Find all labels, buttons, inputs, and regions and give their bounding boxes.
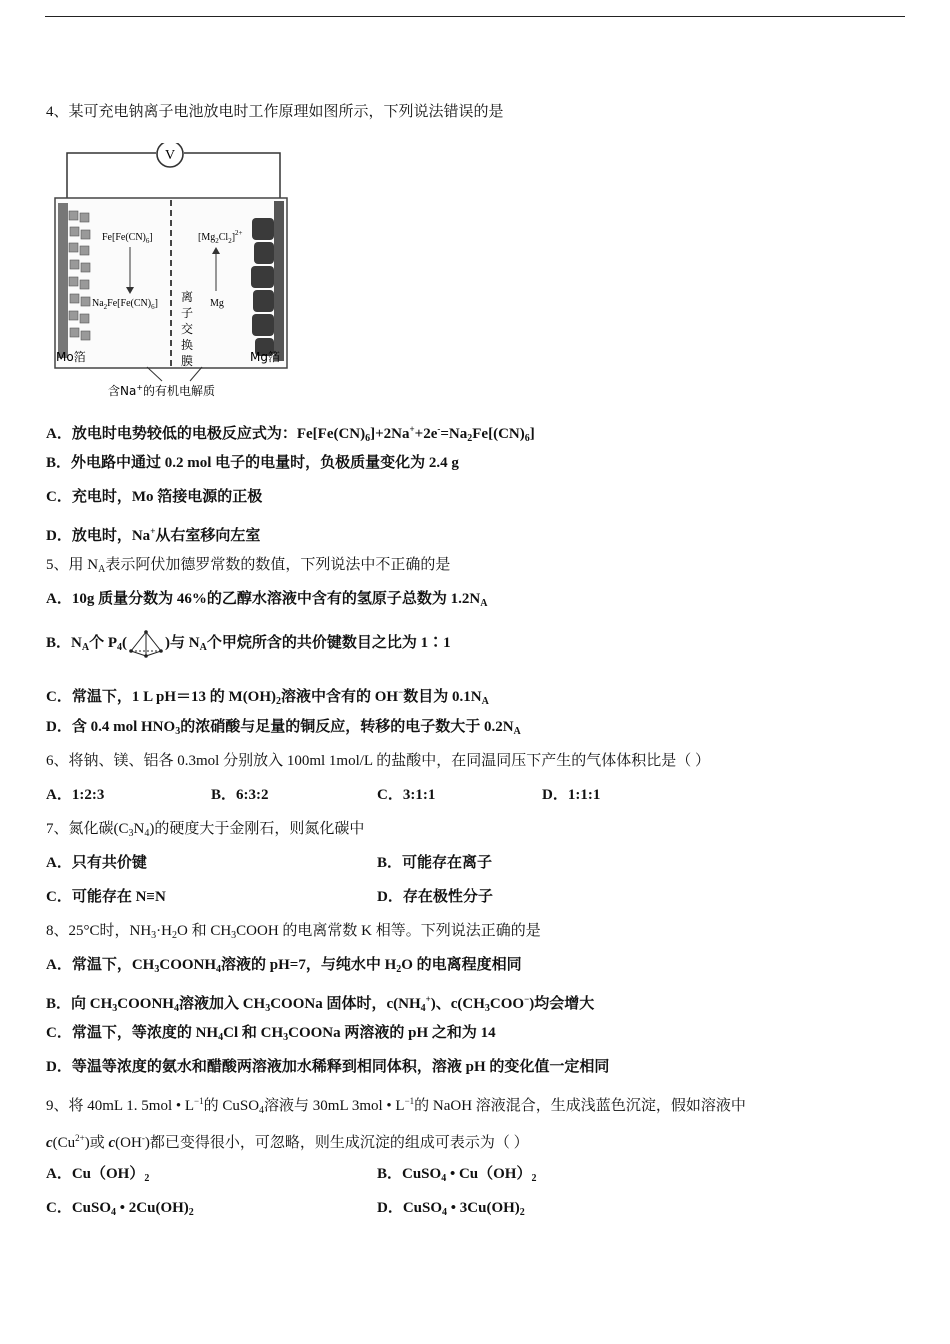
mg-complex-label: $[Mg_2Cl_2]^{2+}$ xyxy=(198,229,243,245)
q4-stem: 4、某可充电钠离子电池放电时工作原理如图所示，下列说法错误的是 xyxy=(46,104,504,120)
q4-option-b: B．外电路中通过 0.2 mol 电子的电量时，负极质量变化为 2.4 g xyxy=(46,455,459,471)
q5-stem: 5、用 $N_A$表示阿伏加德罗常数的数值，下列说法中不正确的是 xyxy=(46,557,451,575)
q9-option-b: B．CuSO$_4$ • $Cu(OH)_2$ xyxy=(377,1166,537,1184)
q8-option-a: A．常温下，$CH_3COONH_4$溶液的 pH=7，与纯水中 $H_2O$ 的电离程度相同 xyxy=(46,957,522,975)
header-rule xyxy=(45,16,905,17)
q5-option-a: A．10g 质量分数为 46%的乙醇水溶液中含有的氢原子总数为 $1.2N_A$ xyxy=(46,591,488,609)
q5-option-c: C．常温下，1 L pH＝13 的 $M(OH)_2$溶液中含有的 OH−数目为 $0.1N_A$ xyxy=(46,687,489,707)
svg-text:换: 换 xyxy=(181,338,194,352)
q9-option-d: D．CuSO$_4$ • $3Cu(OH)_2$ xyxy=(377,1200,525,1218)
q8-option-b: B．向 $CH_3COONH_4$溶液加入 $CH_3COONa$ 固体时，$c(NH_4^+)$、$c(CH_3COO^-)$均会增大 xyxy=(46,994,595,1014)
q6-option-d: D．1:1:1 xyxy=(542,787,601,803)
q7-stem: 7、氮化碳$(C_3N_4)$的硬度大于金刚石，则氮化碳中 xyxy=(46,821,365,839)
callout-line-left xyxy=(147,367,162,381)
q8-stem: 8、25°C时，$NH_3\cdot H_2O$ 和 $CH_3COOH$ 的电离常数 K 相等。下列说法正确的是 xyxy=(46,923,541,941)
svg-text:子: 子 xyxy=(181,306,194,320)
q9-stem-line2: $c(Cu^{2+})$或 c(OH-)都已变得很小，可忽略，则生成沉淀的组成可表示为（ ） xyxy=(46,1133,529,1151)
q5-option-b: B．$N_A$个 $P_4$( )与 $N_A$个甲烷所含的共价键数目之比为 1∶1 xyxy=(46,628,451,663)
svg-text:离: 离 xyxy=(181,290,194,304)
battery-diagram xyxy=(52,143,292,401)
membrane-label xyxy=(181,290,193,368)
ferrocyanide-label: $Fe[Fe(CN)_6]$ xyxy=(102,232,153,245)
q6-option-b: B．6:3:2 xyxy=(211,787,269,803)
sodium-ferrocyanide-label: $Na_2Fe[Fe(CN)_6]$ xyxy=(92,298,158,311)
q4-option-d: D．放电时，Na+从右室移向左室 xyxy=(46,526,261,544)
q5-option-d: D．含 0.4 mol $HNO_3$的浓硝酸与足量的铜反应，转移的电子数大于 $0.2N_A$ xyxy=(46,719,521,737)
q7-option-b: B．可能存在离子 xyxy=(377,855,493,871)
q4-option-c: C．充电时，Mo 箔接电源的正极 xyxy=(46,489,263,505)
p4-tetrahedron-icon xyxy=(127,629,165,659)
svg-text:膜: 膜 xyxy=(181,354,194,368)
mg-label: Mg xyxy=(210,298,224,309)
q9-option-c: C．CuSO$_4$ • $2Cu(OH)_2$ xyxy=(46,1200,194,1218)
callout-line-right xyxy=(190,367,202,381)
svg-text:交: 交 xyxy=(181,322,194,336)
mg-foil-label: Mg箔 xyxy=(250,350,280,364)
q8-option-d: D．等温等浓度的氨水和醋酸两溶液加水稀释到相同体积，溶液 pH 的变化值一定相同 xyxy=(46,1059,610,1075)
q6-option-a: A．1:2:3 xyxy=(46,787,105,803)
q8-option-c: C．常温下，等浓度的 $NH_4Cl$ 和 $CH_3COONa$ 两溶液的 pH 之和为 14 xyxy=(46,1025,496,1043)
q7-option-c: C．可能存在 N≡N xyxy=(46,889,166,905)
q4-option-a: A．放电时电势较低的电极反应式为：$Fe[Fe(CN)_6]+2Na^++2e^-=Na_2Fe[(CN)_6]$ xyxy=(46,424,535,444)
voltmeter-label: V xyxy=(164,148,176,163)
q9-stem-line1: 9、将 40mL 1. 5mol • $L^{-1}$的 CuSO$_4$溶液与 30mL 3mol • $L^{-1}$的 NaOH 溶液混合，生成浅蓝色沉淀，假如溶液中 xyxy=(46,1096,746,1116)
q6-stem: 6、将钠、镁、铝各 0.3mol 分别放入 100ml 1mol/L 的盐酸中，在同温同压下产生的气体体积比是（ ） xyxy=(46,753,711,769)
q6-option-c: C．3:1:1 xyxy=(377,787,436,803)
electrolyte-label: 含Na+的有机电解质 xyxy=(108,383,216,398)
mo-foil-label: Mo箔 xyxy=(56,350,86,364)
q9-option-a: A．$Cu(OH)_2$ xyxy=(46,1166,150,1184)
q7-option-d: D．存在极性分子 xyxy=(377,889,493,905)
q7-option-a: A．只有共价键 xyxy=(46,855,147,871)
